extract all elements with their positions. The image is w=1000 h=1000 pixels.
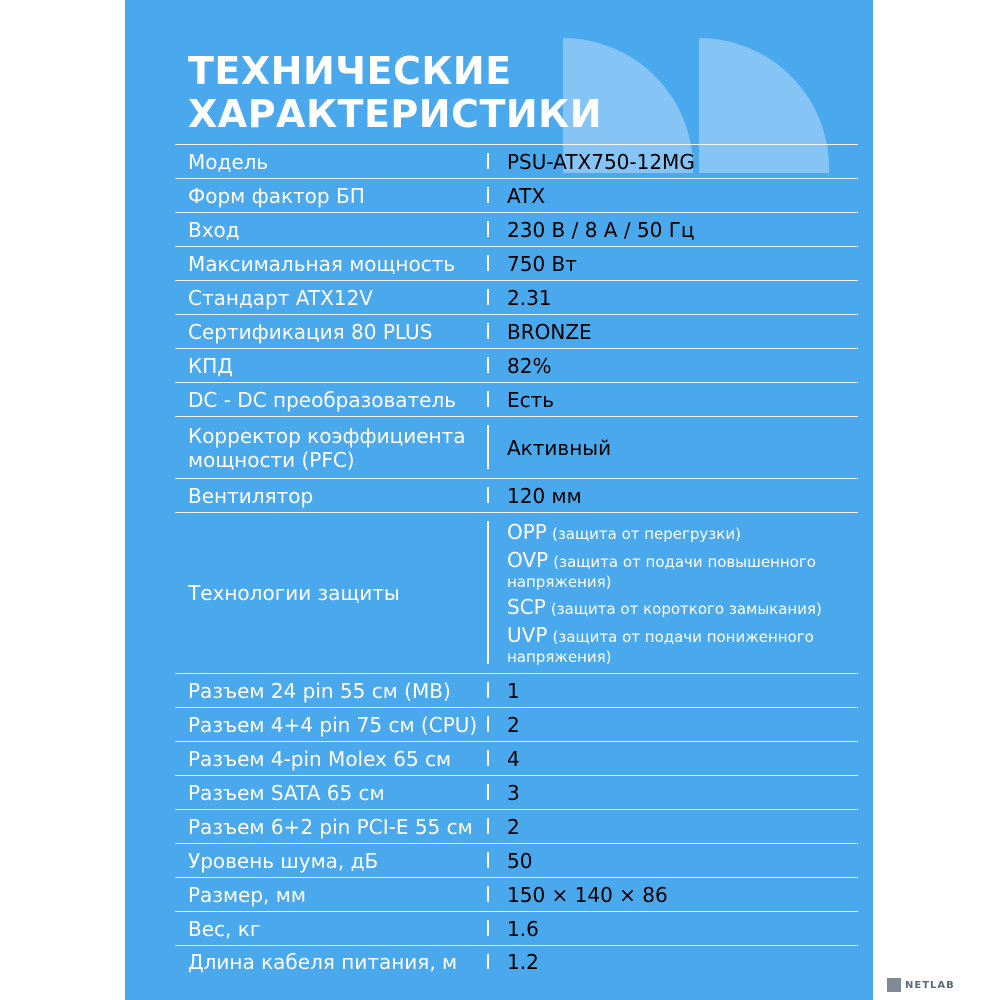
netlab-logo [887,975,992,995]
spec-label: Длина кабеля питания, м [188,950,458,974]
protection-list [507,520,857,670]
column-separator [487,289,489,305]
spec-value: Активный [507,435,612,460]
protection-item [507,548,857,591]
spec-value: 1.6 [507,916,539,941]
spec-value: 230 В / 8 А / 50 Гц [507,217,695,242]
spec-value: 3 [507,780,520,805]
spec-label: Разъем 24 pin 55 см (MB) [188,678,451,703]
title-line-1: ТЕХНИЧЕСКИЕ [188,49,512,93]
spec-label: Разъем 6+2 pin PCI-E 55 см [188,814,473,839]
column-separator [487,425,489,469]
spec-label: Технологии защиты [188,581,400,605]
spec-label: Максимальная мощность [188,251,456,276]
spec-value: 120 мм [507,483,582,508]
spec-label: Размер, мм [188,882,306,907]
protection-code: OVP [507,548,549,572]
spec-value: 2 [507,712,520,737]
column-separator [487,852,489,868]
spec-value: 750 Вт [507,251,577,276]
protection-code: UVP [507,623,548,647]
protection-description: (защита от перегрузки) [551,525,741,543]
spec-label: Форм фактор БП [188,183,365,208]
spec-label: Уровень шума, дБ [188,848,379,873]
column-separator [487,357,489,373]
column-separator [487,187,489,203]
netlab-logo-text: NETLAB [905,979,955,991]
page-title [188,50,602,136]
column-separator [487,682,489,698]
column-separator [487,818,489,834]
spec-label: DC - DC преобразователь [188,387,457,412]
spec-label: Корректор коэффициента мощности (PFC) [188,423,466,472]
spec-label: Вход [188,217,240,242]
spec-label: Вес, кг [188,916,261,941]
protection-code: SCP [507,595,546,619]
column-separator [487,920,489,936]
column-separator [487,954,489,969]
spec-label: Разъем SATA 65 см [188,780,385,805]
spec-panel [125,0,873,1000]
spec-label: Разъем 4+4 pin 75 см (CPU) [188,712,478,737]
spec-value: 50 [507,848,533,873]
title-line-2: ХАРАКТЕРИСТИКИ [188,92,603,136]
protection-item [507,520,857,544]
column-separator [487,323,489,339]
column-separator [487,221,489,237]
protection-item [507,623,857,666]
column-separator [487,784,489,800]
protection-description: (защита от подачи пониженного напряжения) [507,628,814,666]
column-separator [487,255,489,271]
netlab-logo-icon [887,978,901,992]
column-separator [487,153,489,169]
column-separator [487,521,489,664]
spec-value: PSU-ATX750-12MG [507,149,695,174]
column-separator [487,391,489,407]
column-separator [487,886,489,902]
spec-value: 4 [507,746,520,771]
column-separator [487,716,489,732]
protection-code: OPP [507,520,547,544]
column-separator [487,487,489,503]
spec-label: Модель [188,149,269,174]
spec-value: 2 [507,814,520,839]
spec-value: 2.31 [507,285,552,310]
spec-label: Вентилятор [188,483,314,508]
spec-value: ATX [507,183,546,208]
column-separator [487,750,489,766]
spec-value: 82% [507,353,552,378]
spec-value: 1 [507,678,520,703]
spec-value: Есть [507,387,555,412]
spec-value: 150 × 140 × 86 [507,882,668,907]
spec-label: Разъем 4-pin Molex 65 см [188,746,452,771]
spec-label: Стандарт ATX12V [188,285,373,310]
spec-value: 1.2 [507,950,539,974]
protection-description: (защита от подачи повышенного напряжения) [507,553,816,591]
protection-item [507,595,857,619]
spec-label: Сертификация 80 PLUS [188,319,433,344]
spec-label: КПД [188,353,233,378]
protection-description: (защита от короткого замыкания) [550,600,822,618]
spec-value: BRONZE [507,319,592,344]
